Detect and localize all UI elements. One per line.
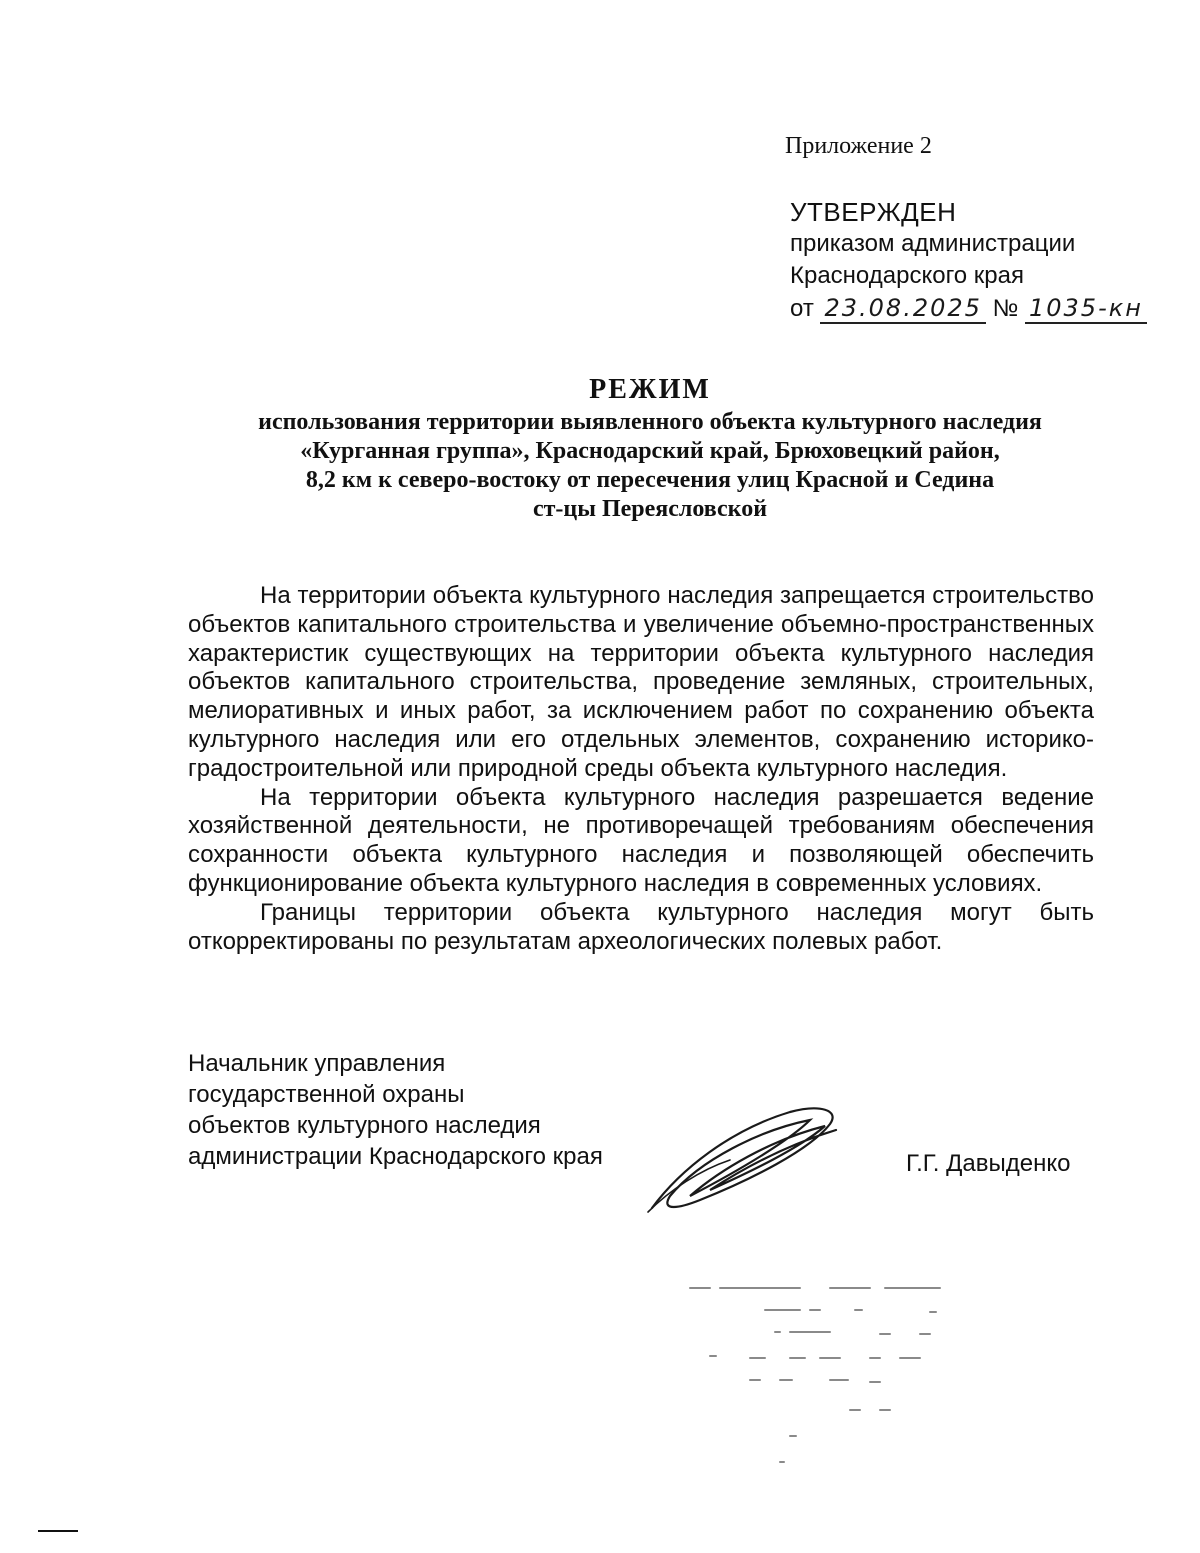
body-paragraph-3: Границы территории объекта культурного наследия могут быть откорректированы по результатам археологических полевых работ. [188, 898, 1094, 955]
title-line-4: ст-цы Переясловской [532, 496, 768, 522]
approved-by-line-1: приказом администрации [790, 230, 1076, 257]
title-line-2: «Курганная группа», Краснодарский край, Брюховецкий район, [300, 438, 1000, 464]
signer-position-line-1: Начальник управления [188, 1050, 446, 1077]
appendix-label: Приложение 2 [785, 133, 932, 159]
signer-name: Г.Г. Давыденко [906, 1150, 1071, 1177]
signature-icon [640, 1100, 850, 1220]
order-date-line [790, 292, 1147, 325]
order-date: 23.08.2025 [820, 294, 985, 324]
signer-position [188, 1048, 603, 1172]
corner-dash-mark [38, 1530, 78, 1532]
document-body [188, 582, 1094, 956]
title-main: РЕЖИМ [589, 374, 711, 405]
order-number: 1035-кн [1025, 294, 1147, 324]
signer-position-line-3: объектов культурного наследия [188, 1112, 541, 1139]
body-paragraph-1: На территории объекта культурного наследия запрещается строительство объектов капитального строительства и увеличение объемно-пространственных характеристик существующих на территории объекта культурного наследия объектов капитального строительства, проведение земляных, строительных, мелиоративных и иных работ, за исключением работ по сохранению объекта культурного наследия или его отдельных элементов, сохранению историко-градостроительной или природной среды объекта культурного наследия. [188, 582, 1094, 782]
approval-block [790, 196, 1147, 325]
document-title [150, 372, 1150, 524]
faded-stamp-icon [680, 1276, 960, 1476]
approved-by-line-2: Краснодарского края [790, 262, 1024, 289]
title-line-1: использования территории выявленного объекта культурного наследия [258, 409, 1042, 435]
signer-position-line-2: государственной охраны [188, 1081, 465, 1108]
title-line-3: 8,2 км к северо-востоку от пересечения улиц Красной и Седина [305, 467, 995, 493]
signer-position-line-4: администрации Краснодарского края [188, 1143, 603, 1170]
number-sign: № [992, 295, 1019, 322]
approved-heading: УТВЕРЖДЕН [790, 197, 957, 227]
body-paragraph-2: На территории объекта культурного наследия разрешается ведение хозяйственной деятельности, не противоречащей требованиям обеспечения сохранности объекта культурного наследия и позволяющей обеспечить функционирование объекта культурного наследия в современных условиях. [188, 783, 1094, 897]
date-prefix: от [790, 295, 814, 322]
